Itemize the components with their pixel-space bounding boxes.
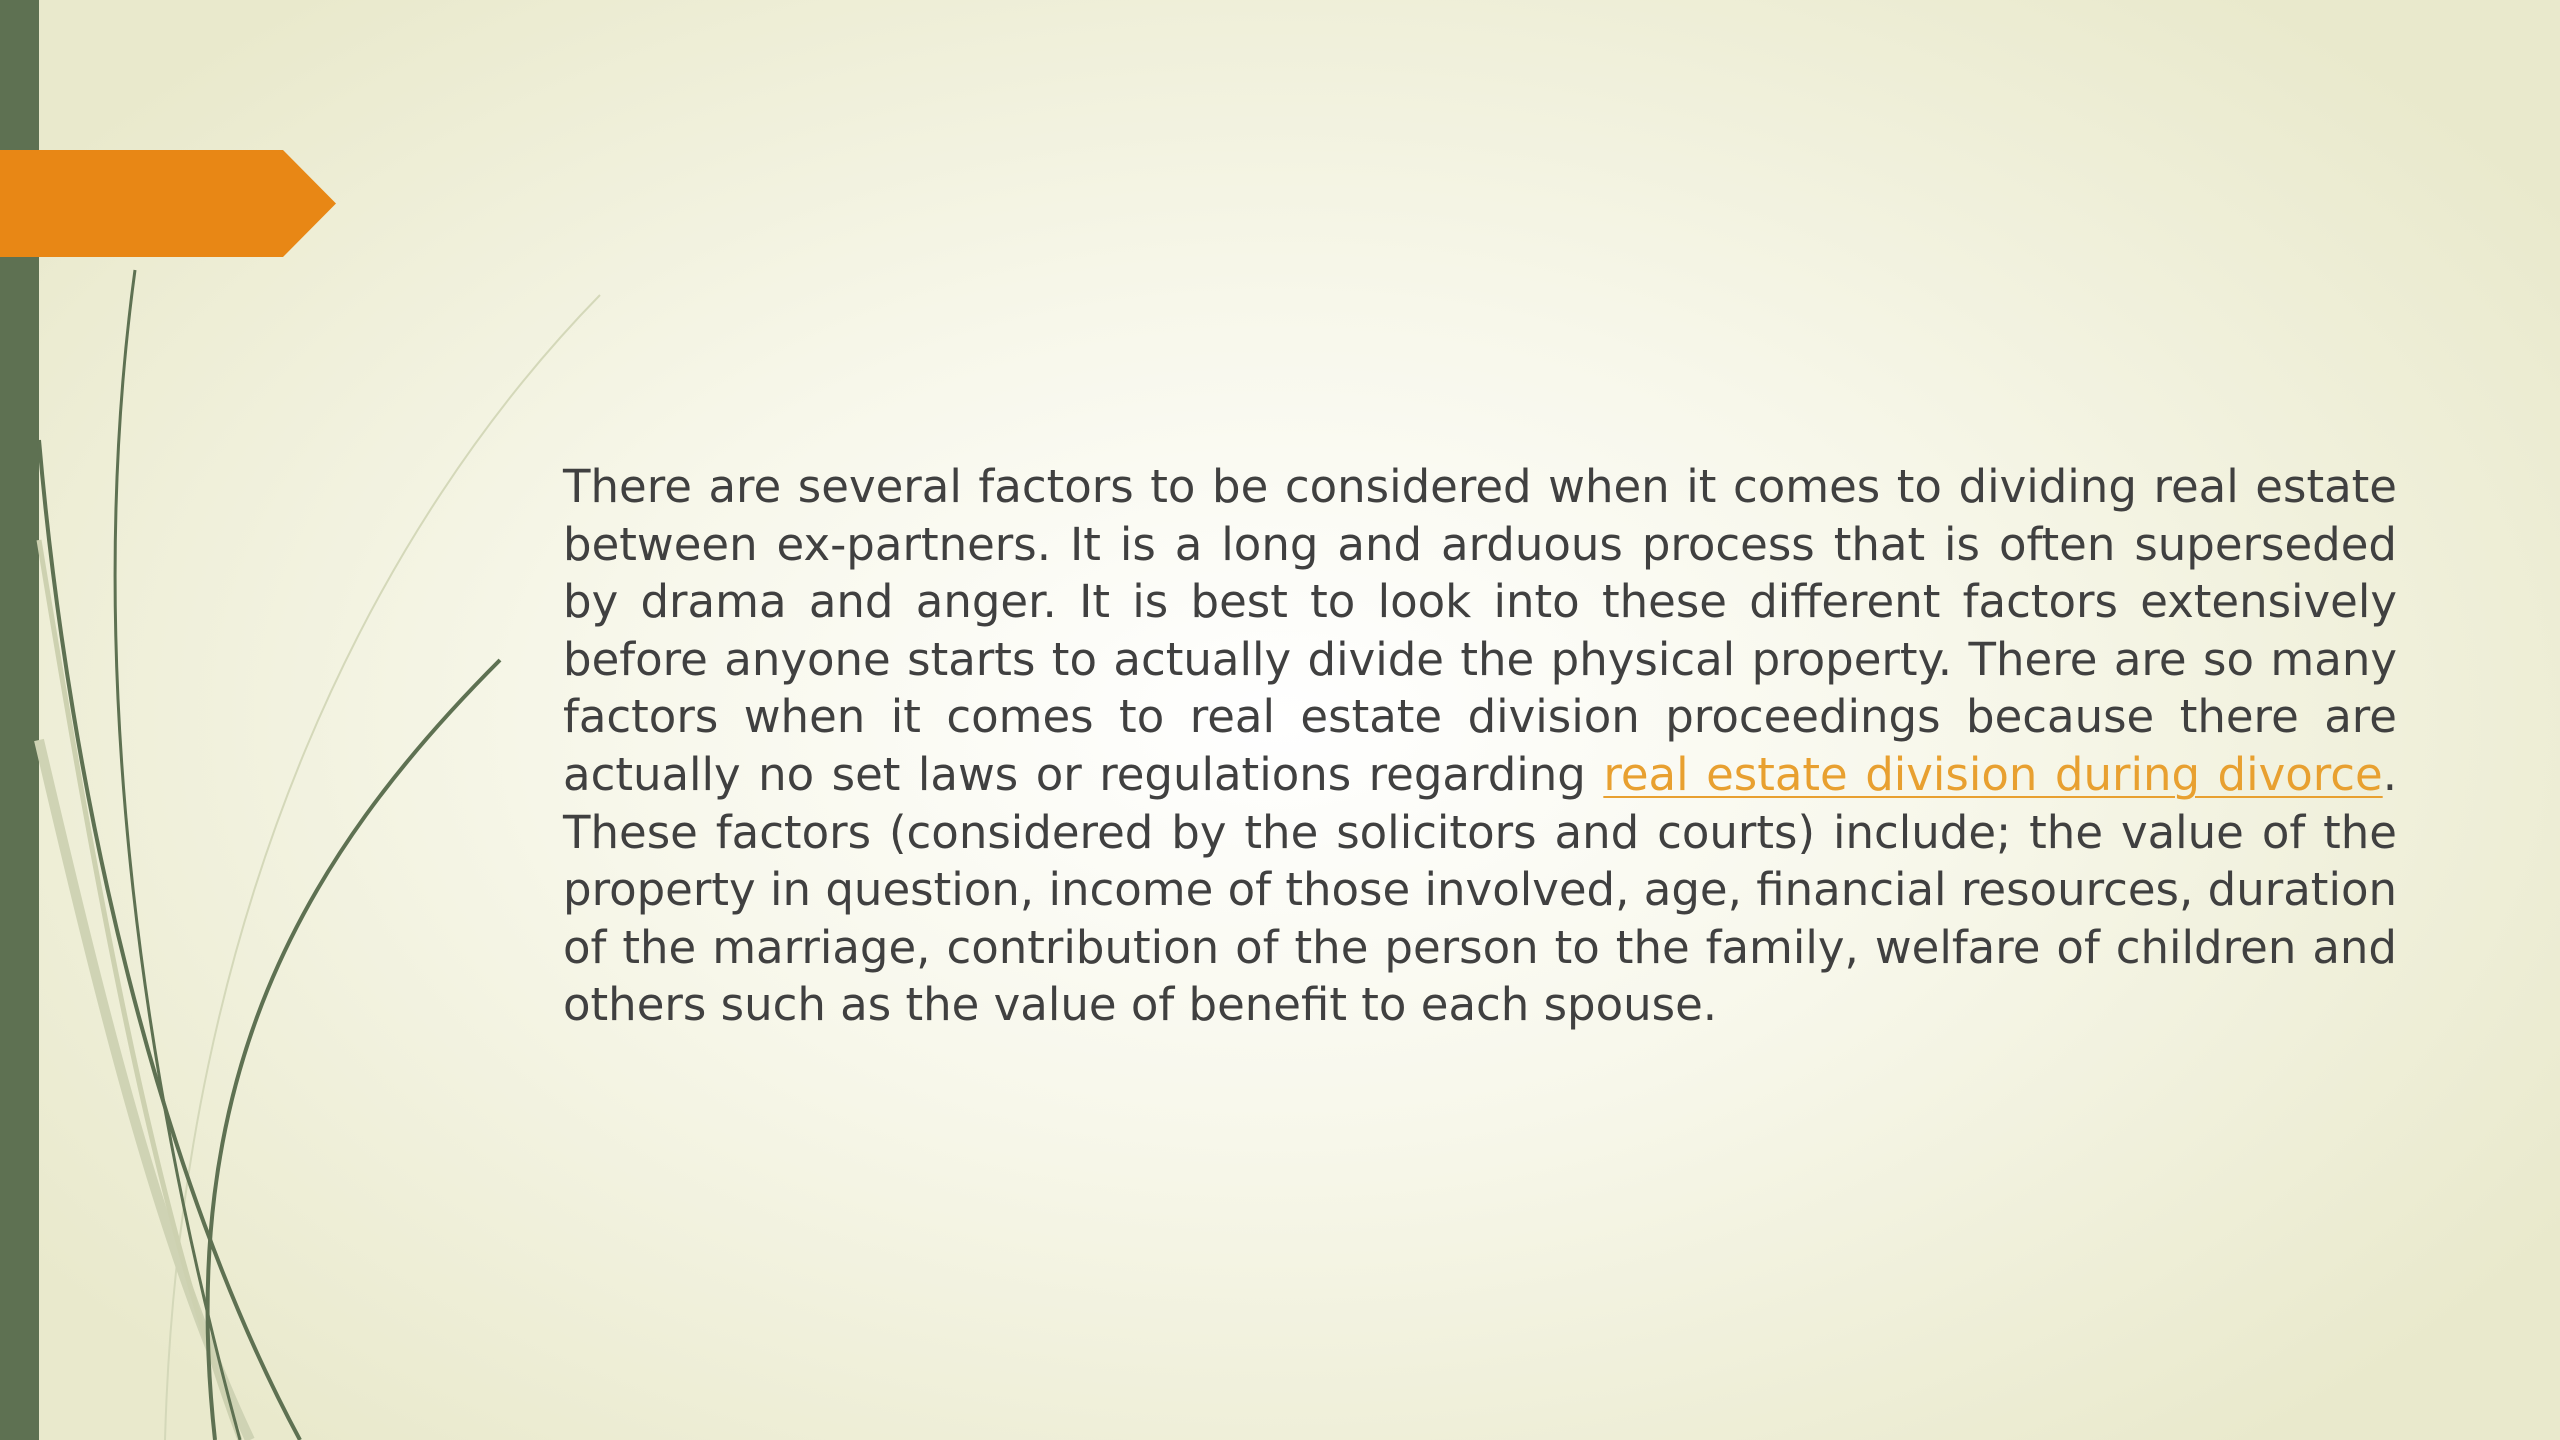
paragraph-text-after-link: . These factors (considered by the solicitors and courts) include; the value of the property in question, income of those involved, age, financial resources, duration of the marriage, contribution of the person to the family, welfare of children and others such as the value of benefit to each spouse. bbox=[563, 747, 2397, 1032]
slide-paragraph bbox=[563, 458, 2397, 1034]
decorative-curves bbox=[0, 0, 640, 1440]
paragraph-text-before-link: There are several factors to be considered when it comes to dividing real estate between ex-partners. It is a long and arduous process that is often superseded by drama and anger. It is best to look into these different factors extensively before anyone starts to actually divide the physical property. There are so many factors when it comes to real estate division proceedings because there are actually no set laws or regulations regarding bbox=[563, 460, 2397, 801]
real-estate-division-link[interactable]: real estate division during divorce bbox=[1603, 747, 2383, 801]
